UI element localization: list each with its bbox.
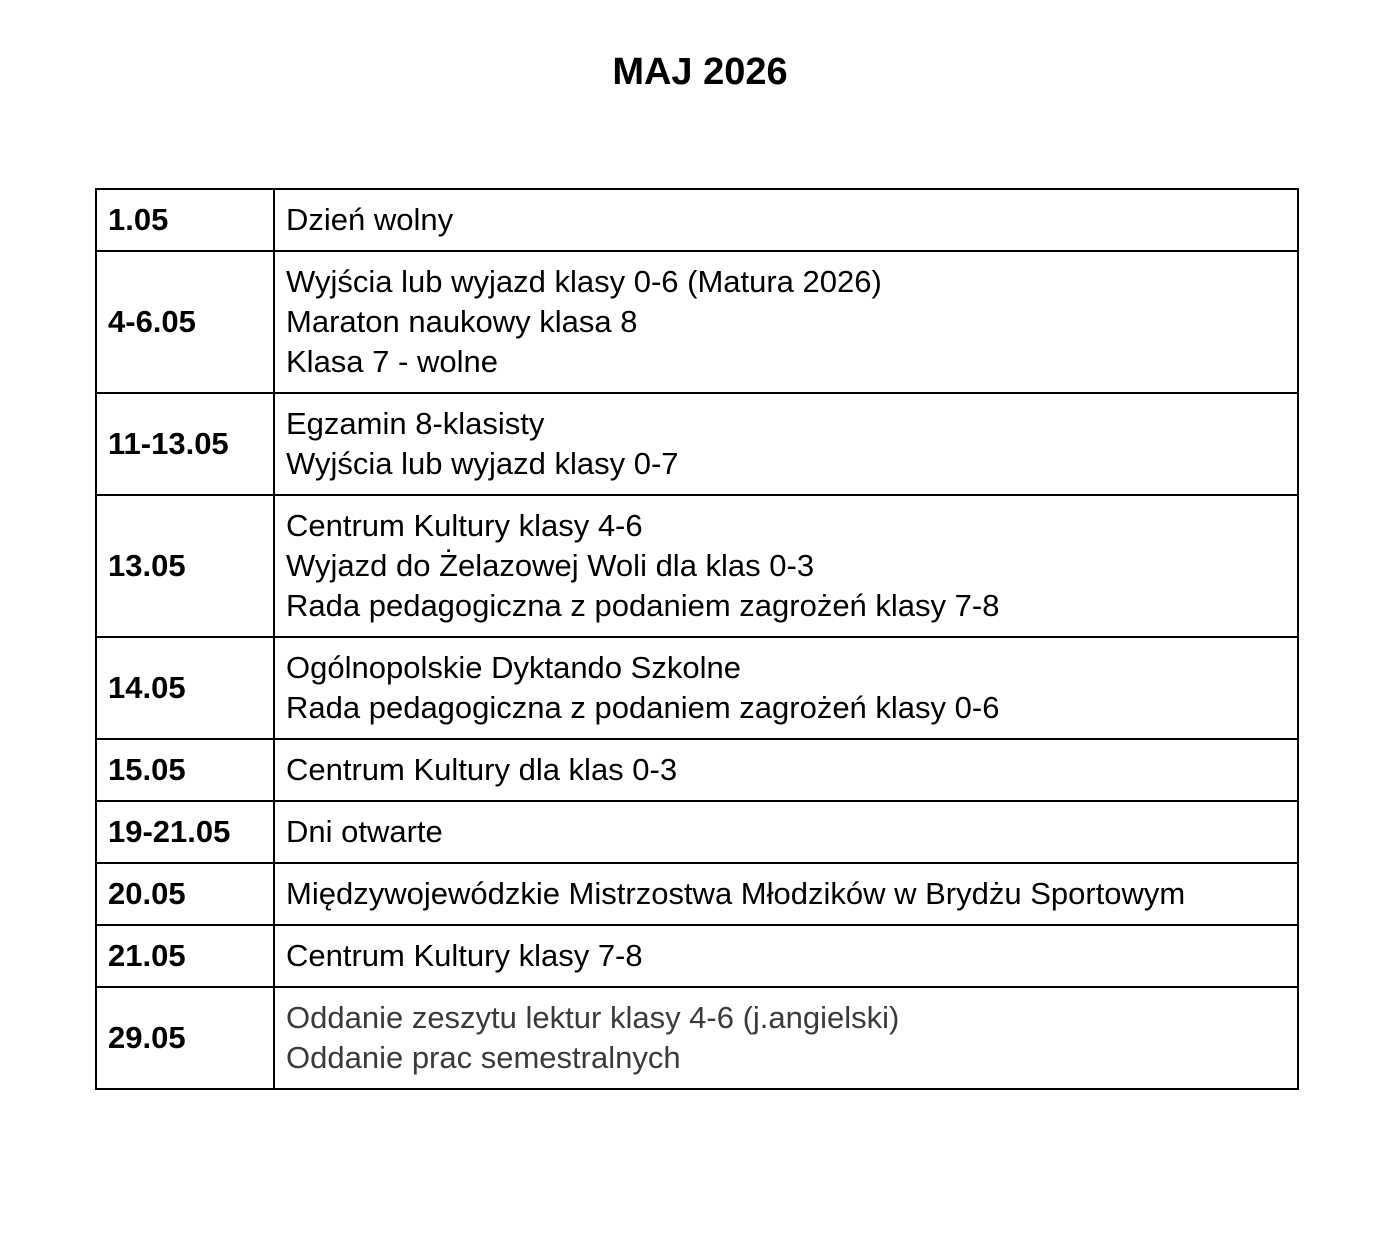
events-cell	[274, 863, 1298, 925]
events-cell	[274, 925, 1298, 987]
table-row	[96, 251, 1298, 393]
events-cell	[274, 251, 1298, 393]
table-body	[96, 189, 1298, 1089]
events-cell	[274, 393, 1298, 495]
table-row	[96, 925, 1298, 987]
event-item: Międzywojewódzkie Mistrzostwa Młodzików w Brydżu Sportowym	[286, 876, 1186, 911]
event-item: Wyjścia lub wyjazd klasy 0-7	[286, 446, 679, 481]
date-cell: 20.05	[96, 863, 274, 925]
event-item: Centrum Kultury klasy 4-6	[286, 508, 643, 543]
event-item: Wyjazd do Żelazowej Woli dla klas 0-3	[286, 548, 815, 583]
event-item: Centrum Kultury dla klas 0-3	[286, 752, 678, 787]
table-row	[96, 637, 1298, 739]
event-item: Dzień wolny	[286, 202, 454, 237]
table-row	[96, 987, 1298, 1089]
date-cell: 4-6.05	[96, 251, 274, 393]
event-item: Rada pedagogiczna z podaniem zagrożeń klasy 0-6	[286, 690, 1000, 725]
event-item: Oddanie prac semestralnych	[286, 1040, 681, 1075]
events-cell	[274, 987, 1298, 1089]
events-cell	[274, 495, 1298, 637]
date-cell: 19-21.05	[96, 801, 274, 863]
event-item: Maraton naukowy klasa 8	[286, 304, 638, 339]
table-row	[96, 739, 1298, 801]
event-item: Klasa 7 - wolne	[286, 344, 498, 379]
date-cell: 13.05	[96, 495, 274, 637]
date-cell: 29.05	[96, 987, 274, 1089]
table-row	[96, 863, 1298, 925]
date-cell: 1.05	[96, 189, 274, 251]
events-cell	[274, 801, 1298, 863]
event-item: Ogólnopolskie Dyktando Szkolne	[286, 650, 741, 685]
event-item: Oddanie zeszytu lektur klasy 4-6 (j.angielski)	[286, 1000, 900, 1035]
event-item: Dni otwarte	[286, 814, 443, 849]
event-item: Centrum Kultury klasy 7-8	[286, 938, 643, 973]
events-cell	[274, 637, 1298, 739]
date-cell: 21.05	[96, 925, 274, 987]
event-item: Rada pedagogiczna z podaniem zagrożeń klasy 7-8	[286, 588, 1000, 623]
event-calendar-table	[95, 188, 1299, 1090]
events-cell	[274, 739, 1298, 801]
event-item: Egzamin 8-klasisty	[286, 406, 545, 441]
date-cell: 15.05	[96, 739, 274, 801]
table-row	[96, 189, 1298, 251]
table-row	[96, 801, 1298, 863]
date-cell: 14.05	[96, 637, 274, 739]
table-row	[96, 393, 1298, 495]
table-row	[96, 495, 1298, 637]
page-title: MAJ 2026	[612, 51, 788, 93]
date-cell: 11-13.05	[96, 393, 274, 495]
events-cell	[274, 189, 1298, 251]
event-item: Wyjścia lub wyjazd klasy 0-6 (Matura 2026)	[286, 264, 882, 299]
